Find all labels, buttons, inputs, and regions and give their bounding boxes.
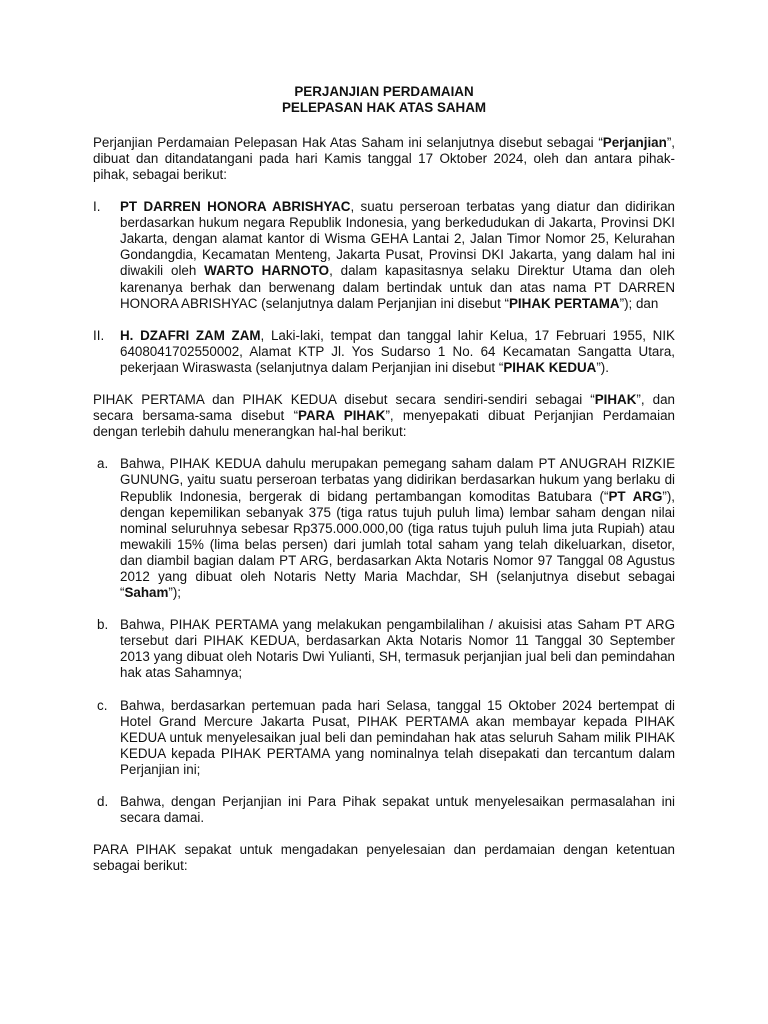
party-name: H. DZAFRI ZAM ZAM (120, 327, 261, 343)
recital-item-b (93, 617, 675, 681)
party-text: ”). (596, 359, 609, 375)
defined-term-saham: Saham (124, 585, 169, 601)
recital-body: Bahwa, dengan Perjanjian ini Para Pihak sepakat untuk menyelesaikan permasalahan ini secara damai. (120, 794, 675, 826)
party-defined-term: PIHAK KEDUA (503, 359, 597, 375)
para-pihak-text: ”, menyepakati dibuat Perjanjian Perdamaian dengan terlebih dahulu menerangkan hal-hal berikut: (93, 408, 675, 440)
party-text: ”); dan (619, 295, 659, 311)
closing-paragraph: PARA PIHAK sepakat untuk mengadakan penyelesaian dan perdamaian dengan ketentuan sebagai berikut: (93, 842, 675, 874)
recital-marker: c. (97, 697, 108, 713)
para-pihak-paragraph (93, 392, 675, 440)
recital-text: Bahwa, PIHAK KEDUA dahulu merupakan pemegang saham dalam PT ANUGRAH RIZKIE GUNUNG, yaitu suatu perseroan terbatas yang didirikan berdasarkan hukum yang berlaku di Republik Indonesia, bergerak di bidang pertambangan komoditas Batubara (“ (120, 456, 675, 504)
recital-item-d (93, 794, 675, 826)
party-text: , dalam kapasitasnya selaku Direktur Utama dan oleh karenanya berhak dan berwenang dalam bertindak untuk dan atas nama PT DARREN HONORA ABRISHYAC (selanjutnya dalam Perjanjian ini disebut “ (120, 263, 675, 311)
party-body (120, 328, 675, 376)
intro-text: ”, dibuat dan ditandatangani pada hari Kamis tanggal 17 Oktober 2024, oleh dan antara pihak-pihak, sebagai berikut: (93, 134, 675, 182)
party-marker: II. (93, 327, 105, 343)
intro-text: Perjanjian Perdamaian Pelepasan Hak Atas Saham ini selanjutnya disebut sebagai “ (93, 134, 603, 150)
recital-item-c (93, 698, 675, 778)
recital-marker: b. (97, 617, 109, 633)
document-title (93, 84, 675, 117)
title-line-1: PERJANJIAN PERDAMAIAN (294, 84, 474, 99)
para-pihak-text: PIHAK PERTAMA dan PIHAK KEDUA disebut secara sendiri-sendiri sebagai “ (93, 392, 595, 408)
intro-defined-term: Perjanjian (602, 134, 667, 150)
party-name: PT DARREN HONORA ABRISHYAC (120, 199, 351, 215)
intro-paragraph (93, 135, 675, 183)
recital-marker: d. (97, 794, 109, 809)
party-item-second (93, 328, 675, 376)
para-pihak-text: ”, dan secara bersama-sama disebut “ (93, 392, 675, 424)
recital-body: Bahwa, PIHAK PERTAMA yang melakukan pengambilalihan / akuisisi atas Saham PT ARG tersebut dari PIHAK KEDUA, berdasarkan Akta Notaris Nomor 11 Tanggal 30 September 2013 yang dibuat oleh Notaris Dwi Yulianti, SH, termasuk perjanjian jual beli dan pemindahan hak atas Sahamnya; (120, 617, 675, 681)
party-item-first (93, 199, 675, 312)
defined-term-pihak: PIHAK (594, 392, 637, 408)
party-text: , suatu perseroan terbatas yang diatur dan didirikan berdasarkan hukum negara Republik Indonesia, yang berkedudukan di Jakarta, Provinsi DKI Jakarta, dengan alamat kantor di Wisma GEHA Lantai 2, Jalan Timor Nomor 25, Kelurahan Gondangdia, Kecamatan Menteng, Jakarta Pusat, Provinsi DKI Jakarta, yang dalam hal ini diwakili oleh (120, 199, 675, 279)
recital-text: ”), dengan kepemilikan sebanyak 375 (tiga ratus tujuh puluh lima) lembar saham dengan nilai nominal seluruhnya sebesar Rp375.000.000,00 (tiga ratus tujuh puluh lima juta Rupiah) atau mewakili 15% (lima belas persen) dari jumlah total saham yang telah dikeluarkan, disetor, dan diambil bagian dalam PT ARG, berdasarkan Akta Notaris Nomor 97 Tanggal 08 Agustus 2012 yang dibuat oleh Notaris Netty Maria Machdar, SH (selanjutnya disebut sebagai “ (120, 488, 675, 601)
party-body (120, 199, 675, 312)
recital-text: ”); (168, 585, 182, 601)
recital-item-a (93, 456, 675, 601)
party-text: , Laki-laki, tempat dan tanggal lahir Kelua, 17 Februari 1955, NIK 6408041702550002, Alamat KTP Jl. Yos Sudarso 1 No. 64 Kecamatan Sangatta Utara, pekerjaan Wiraswasta (selanjutnya dalam Perjanjian ini disebut “ (120, 327, 675, 375)
recital-body (120, 456, 675, 601)
title-line-2: PELEPASAN HAK ATAS SAHAM (281, 100, 487, 116)
recital-marker: a. (97, 456, 109, 472)
party-defined-term: PIHAK PERTAMA (509, 295, 620, 311)
defined-term-para-pihak: PARA PIHAK (298, 408, 386, 424)
recital-body: Bahwa, berdasarkan pertemuan pada hari Selasa, tanggal 15 Oktober 2024 bertempat di Hotel Grand Mercure Jakarta Pusat, PIHAK PERTAMA akan membayar kepada PIHAK KEDUA untuk menyelesaikan jual beli dan pemindahan hak atas seluruh Saham milik PIHAK KEDUA kepada PIHAK PERTAMA yang nominalnya telah disepakati dan tercantum dalam Perjanjian ini; (120, 697, 675, 777)
party-marker: I. (93, 199, 101, 215)
representative-name: WARTO HARNOTO (204, 263, 330, 279)
defined-term-pt-arg: PT ARG (608, 488, 663, 504)
